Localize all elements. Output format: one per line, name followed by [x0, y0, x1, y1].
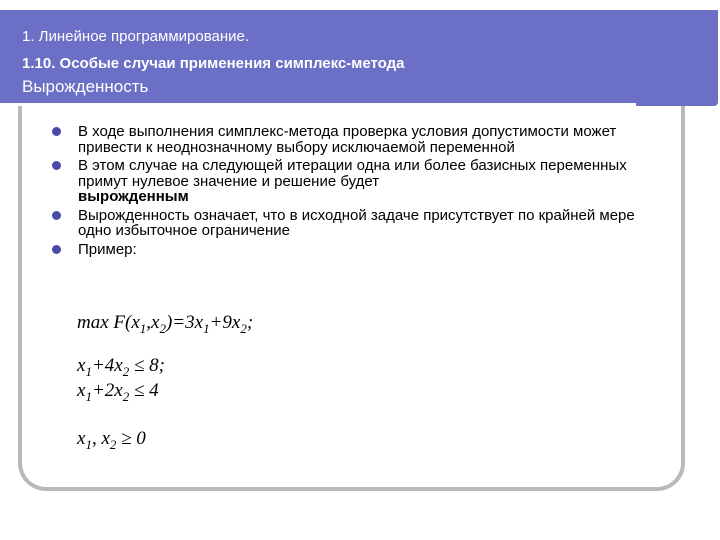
- nonnegativity-constraint: $x_1$, $x_2 \ge 0$: [77, 428, 146, 452]
- bullet-emphasis: вырожденным: [78, 188, 189, 205]
- bullet-list: [52, 124, 652, 260]
- bullet-text: Вырожденность означает, что в исходной задаче присутствует по крайней мере одно избыточное ограничение: [78, 206, 635, 239]
- constraint-2: $x_1+2x_2 \le 4$: [77, 380, 159, 404]
- slide-title: Вырожденность: [22, 77, 149, 96]
- bullet-icon: [52, 161, 61, 170]
- bullet-icon: [52, 211, 61, 220]
- list-item: [52, 124, 652, 155]
- subsection-title: 1.10. Особые случаи применения симплекс-метода: [22, 55, 405, 72]
- bullet-icon: [52, 245, 61, 254]
- list-item: [52, 158, 652, 205]
- list-item: [52, 208, 652, 239]
- objective-function: $\max F(x_1,x_2)=3x_1+9x_2$;: [77, 312, 254, 336]
- constraint-1: $x_1+4x_2 \le 8$;: [77, 355, 165, 379]
- bullet-icon: [52, 127, 61, 136]
- bullet-text: В этом случае на следующей итерации одна или более базисных переменных примут нулевое значение и решение будет: [78, 157, 627, 190]
- bullet-text: Пример:: [78, 240, 137, 258]
- bullet-text: В ходе выполнения симплекс-метода проверка условия допустимости может привести к неоднозначному выбору исключаемой переменной: [78, 123, 617, 156]
- section-title: 1. Линейное программирование.: [22, 28, 250, 45]
- title-band: [0, 10, 718, 106]
- list-item: [52, 242, 652, 258]
